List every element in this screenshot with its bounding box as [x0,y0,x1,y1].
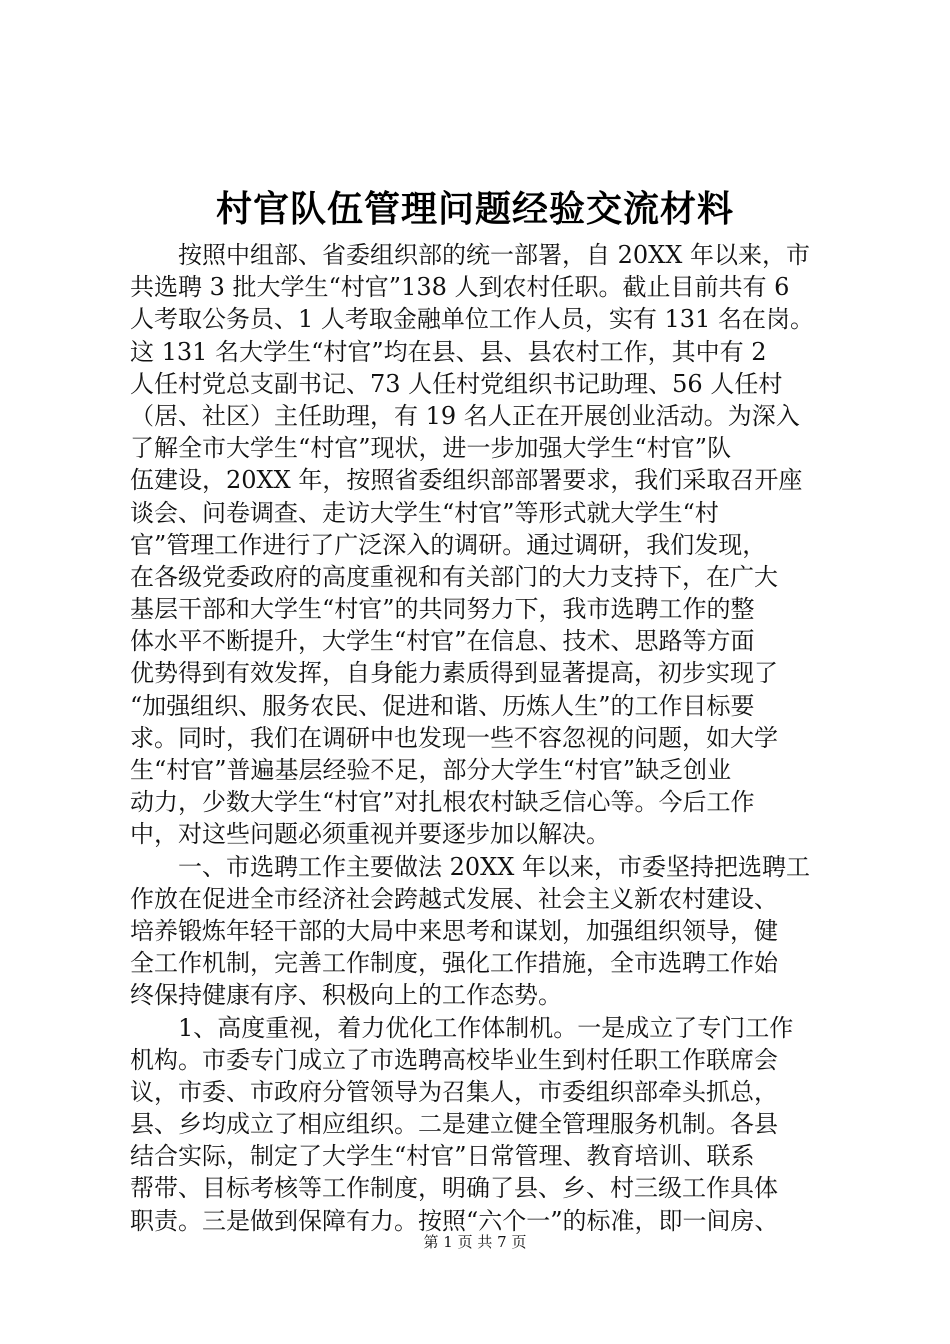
body-line: 机构。市委专门成立了市选聘高校毕业生到村任职工作联席会 [130,1045,778,1074]
body-line: 培养锻炼年轻干部的大局中来思考和谋划，加强组织领导，健 [130,916,778,945]
document-body [130,239,835,1237]
body-line: 体水平不断提升，大学生“村官”在信息、技术、思路等方面 [130,627,755,656]
body-line: 人任村党总支副书记、73 人任村党组织书记助理、56 人任村 [130,369,783,398]
body-line: 全工作机制，完善工作制度，强化工作措施，全市选聘工作始 [130,949,778,978]
body-line: 基层干部和大学生“村官”的共同努力下，我市选聘工作的整 [130,595,755,624]
body-line: 这 131 名大学生“村官”均在县、县、县农村工作，其中有 2 [130,337,767,366]
body-line: 议，市委、市政府分管领导为召集人，市委组织部牵头抓总， [130,1077,778,1106]
body-line: 作放在促进全市经济社会跨越式发展、社会主义新农村建设、 [130,884,778,913]
body-line: 官”管理工作进行了广泛深入的调研。通过调研，我们发现， [130,530,767,559]
body-line: 伍建设，20XX 年，按照省委组织部部署要求，我们采取召开座 [130,466,803,495]
body-line: 谈会、问卷调查、走访大学生“村官”等形式就大学生“村 [130,498,719,527]
body-line: 职责。三是做到保障有力。按照“六个一”的标准，即一间房、 [130,1206,779,1235]
body-line: 生“村官”普遍基层经验不足，部分大学生“村官”缺乏创业 [130,756,732,784]
body-line: 动力，少数大学生“村官”对扎根农村缺乏信心等。今后工作 [130,788,755,817]
body-line: 帮带、目标考核等工作制度，明确了县、乡、村三级工作具体 [130,1174,778,1203]
body-line: 求。同时，我们在调研中也发现一些不容忽视的问题，如大学 [130,723,778,752]
body-line: 了解全市大学生“村官”现状，进一步加强大学生“村官”队 [130,434,732,463]
body-line: 按照中组部、省委组织部的统一部署，自 20XX 年以来，市 [178,241,810,269]
document-title: 村官队伍管理问题经验交流材料 [215,189,734,230]
body-line: 在各级党委政府的高度重视和有关部门的大力支持下，在广大 [130,562,778,591]
body-line: 1、高度重视，着力优化工作体制机。一是成立了专门工作 [178,1013,794,1042]
body-line: 县、乡均成立了相应组织。二是建立健全管理服务机制。各县 [130,1110,778,1139]
body-line: 优势得到有效发挥，自身能力素质得到显著提高，初步实现了 [130,659,778,688]
body-line: 结合实际，制定了大学生“村官”日常管理、教育培训、联系 [130,1142,755,1171]
body-line: （居、社区）主任助理，有 19 名人正在开展创业活动。为深入 [130,401,800,430]
body-line: 终保持健康有序、积极向上的工作态势。 [130,981,562,1010]
page-number-footer: 第 1 页 共 7 页 [423,1233,527,1251]
body-line: 人考取公务员、1 人考取金融单位工作人员，实有 131 名在岗。 [130,305,814,334]
body-line: “加强组织、服务农民、促进和谐、历炼人生”的工作目标要 [130,691,755,720]
body-line: 中，对这些问题必须重视并要逐步加以解决。 [130,820,610,849]
body-line: 共选聘 3 批大学生“村官”138 人到农村任职。截止目前共有 6 [130,273,790,302]
body-line: 一、市选聘工作主要做法 20XX 年以来，市委坚持把选聘工 [178,852,810,881]
